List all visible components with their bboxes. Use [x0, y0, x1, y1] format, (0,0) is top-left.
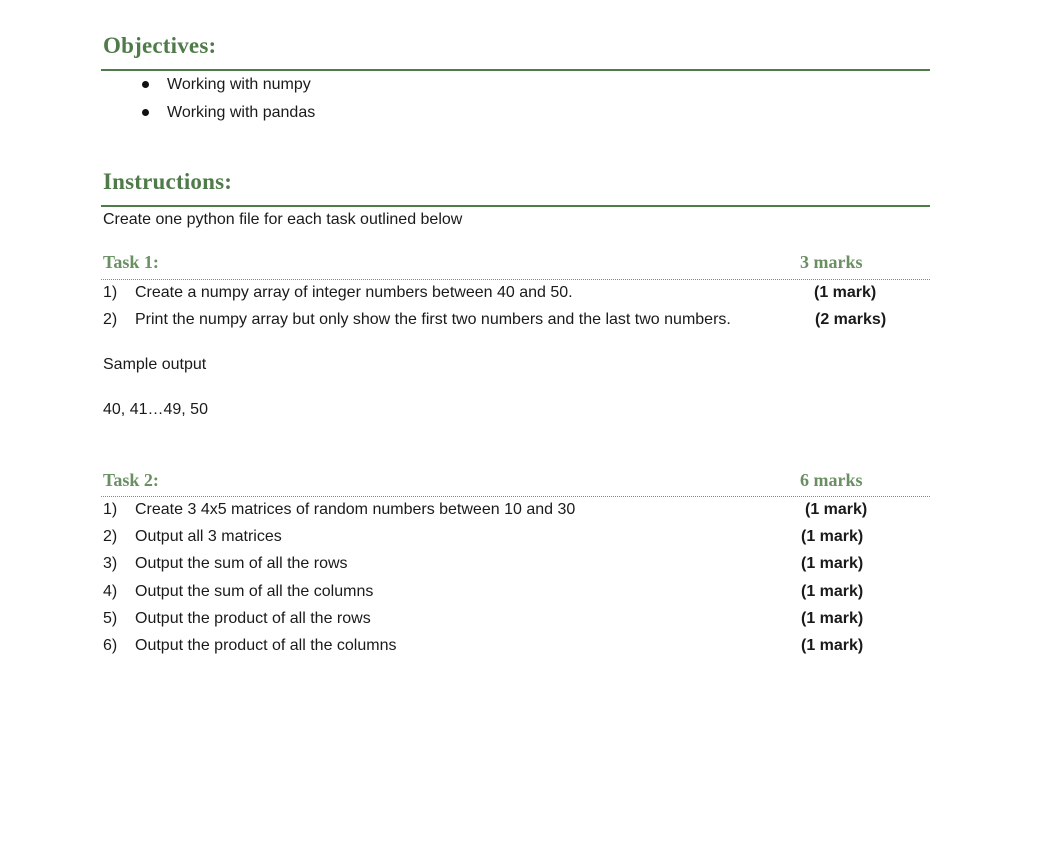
item-text: Output the sum of all the rows — [135, 555, 348, 572]
bullet-icon — [142, 81, 149, 88]
bullet-icon — [142, 109, 149, 116]
item-text: Output all 3 matrices — [135, 528, 282, 545]
task1-item-mark: (2 marks) — [815, 311, 887, 328]
objective-text: Working with pandas — [167, 104, 316, 121]
item-text: Create a numpy array of integer numbers between 40 and 50. — [135, 284, 573, 301]
task2-item-mark: (1 mark) — [801, 555, 864, 572]
task2-item-mark: (1 mark) — [801, 583, 864, 600]
task1-title: Task 1: — [103, 252, 159, 272]
task1-marks: 3 marks — [800, 252, 863, 272]
objectives-rule — [101, 69, 930, 71]
task1-item-mark: (1 mark) — [814, 284, 877, 301]
instructions-intro: Create one python file for each task outlined below — [103, 211, 463, 228]
task2-marks: 6 marks — [800, 470, 863, 490]
item-number: 1) — [103, 501, 118, 518]
task2-item-mark: (1 mark) — [801, 610, 864, 627]
item-number: 4) — [103, 583, 118, 600]
task2-rule — [101, 496, 930, 497]
item-text: Output the sum of all the columns — [135, 583, 374, 600]
item-number: 1) — [103, 284, 118, 301]
task2-title: Task 2: — [103, 470, 159, 490]
sample-output-value: 40, 41…49, 50 — [103, 401, 208, 418]
objective-text: Working with numpy — [167, 76, 311, 93]
sample-output-label: Sample output — [103, 356, 207, 373]
task2-item-mark: (1 mark) — [805, 501, 868, 518]
item-number: 3) — [103, 555, 118, 572]
instructions-heading: Instructions: — [103, 169, 233, 194]
item-number: 6) — [103, 637, 118, 654]
item-number: 2) — [103, 311, 118, 328]
instructions-rule — [101, 205, 930, 207]
item-number: 5) — [103, 610, 118, 627]
item-text: Output the product of all the rows — [135, 610, 371, 627]
item-number: 2) — [103, 528, 118, 545]
task2-item-mark: (1 mark) — [801, 637, 864, 654]
item-text: Create 3 4x5 matrices of random numbers between 10 and 30 — [135, 501, 576, 518]
objectives-heading: Objectives: — [103, 33, 217, 58]
item-text: Output the product of all the columns — [135, 637, 397, 654]
task2-item-mark: (1 mark) — [801, 528, 864, 545]
task1-rule — [101, 279, 930, 280]
item-text: Print the numpy array but only show the first two numbers and the last two numbers. — [135, 311, 731, 328]
